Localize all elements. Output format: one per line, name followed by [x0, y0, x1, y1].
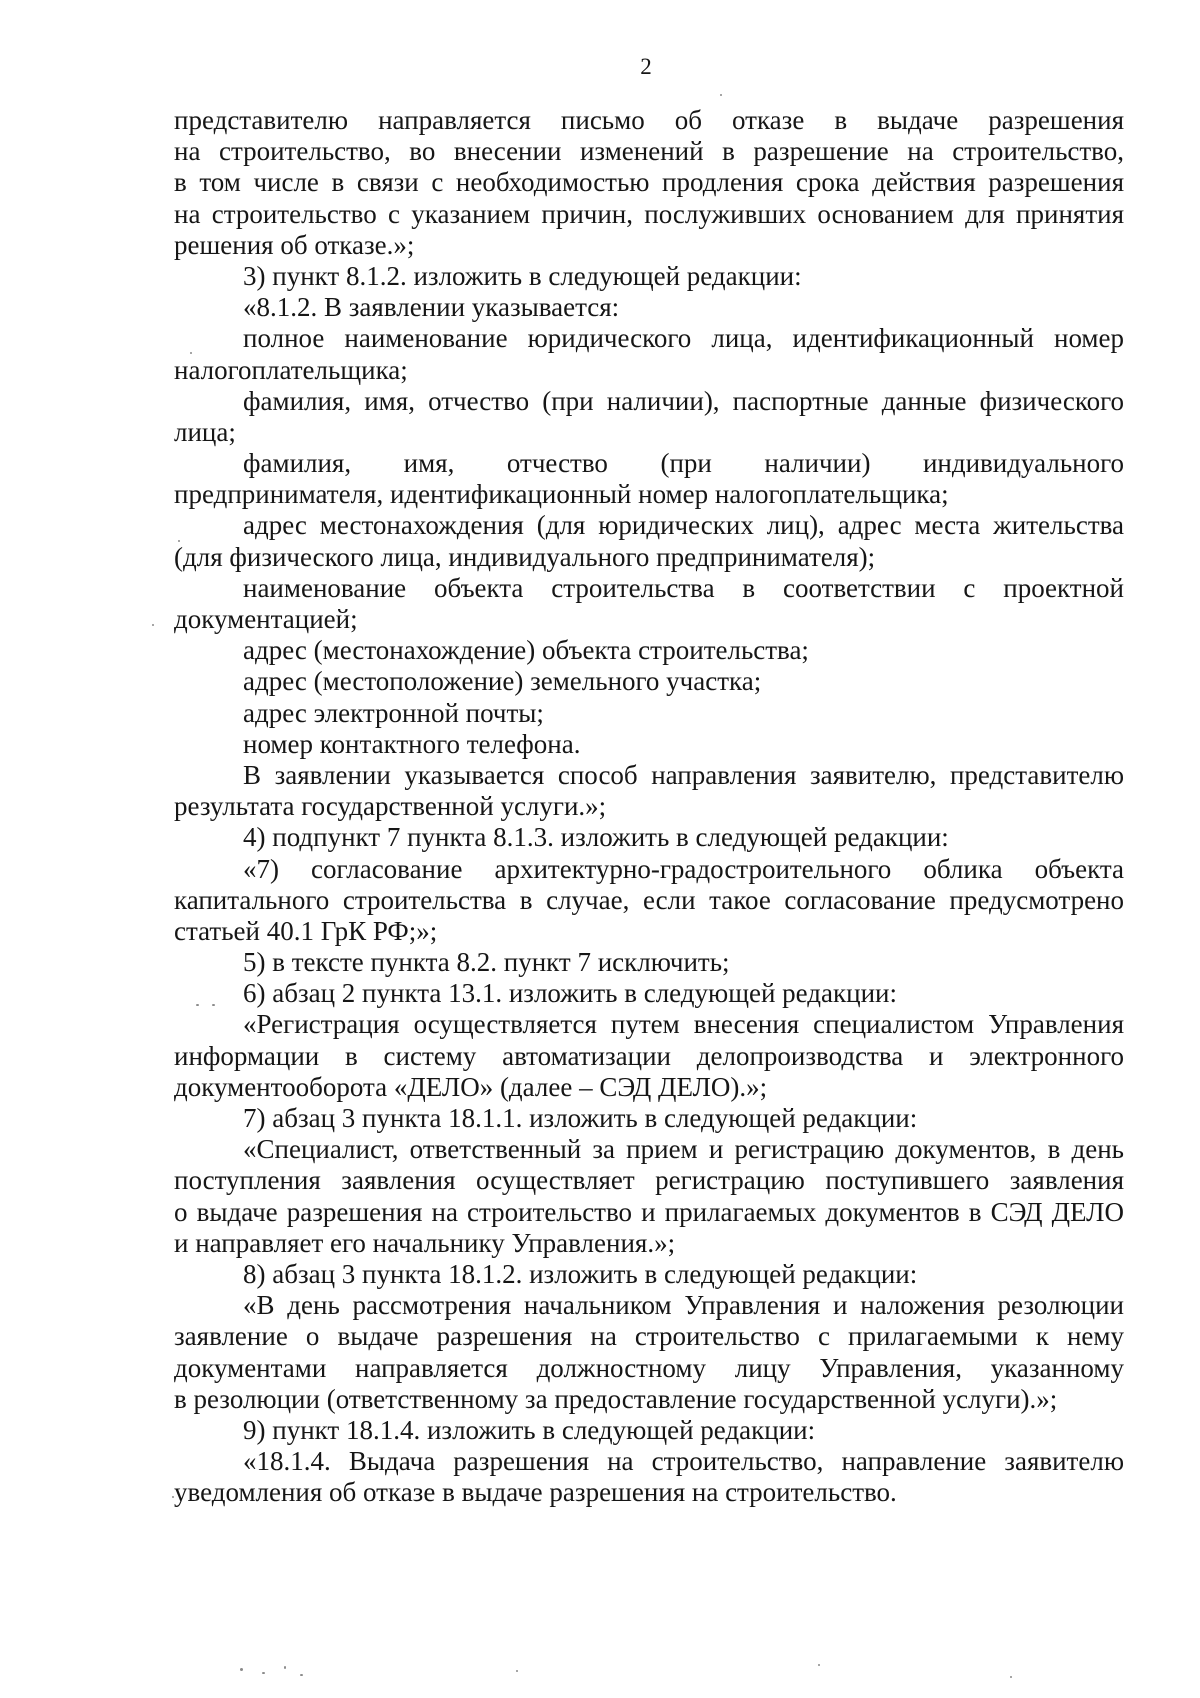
text-line: 6) абзац 2 пункта 13.1. изложить в следующей редакции: — [243, 978, 897, 1009]
text-line: лица; — [174, 416, 236, 447]
text-line: на строительство, во внесении изменений в разрешение на строительство, — [174, 136, 1124, 167]
text-line: «Специалист, ответственный за прием и регистрацию документов, в день — [243, 1134, 1124, 1165]
text-line: 4) подпункт 7 пункта 8.1.3. изложить в следующей редакции: — [243, 822, 949, 853]
scan-speck — [300, 1674, 303, 1676]
text-line: адрес (местонахождение) объекта строительства; — [243, 635, 809, 666]
text-line: (для физического лица, индивидуального предпринимателя); — [174, 541, 876, 572]
text-line: В заявлении указывается способ направления заявителю, представителю — [243, 759, 1124, 790]
scan-speck — [196, 1004, 199, 1006]
text-line: фамилия, имя, отчество (при наличии), паспортные данные физического — [243, 385, 1124, 416]
scan-speck — [212, 1004, 215, 1006]
text-line: «18.1.4. Выдача разрешения на строительство, направление заявителю — [243, 1446, 1124, 1477]
text-line: «Регистрация осуществляется путем внесения специалистом Управления — [243, 1009, 1124, 1040]
text-line: в том числе в связи с необходимостью продления срока действия разрешения — [174, 167, 1124, 198]
text-line: 7) абзац 3 пункта 18.1.1. изложить в следующей редакции: — [243, 1103, 918, 1133]
text-line: уведомления об отказе в выдаче разрешения на строительство. — [174, 1477, 897, 1508]
scan-speck — [172, 1496, 174, 1498]
scan-speck — [178, 540, 180, 542]
scan-speck — [720, 94, 722, 96]
text-line: документами направляется должностному лицу Управления, указанному — [174, 1352, 1124, 1383]
text-line: «8.1.2. В заявлении указывается: — [243, 292, 620, 323]
scan-speck — [516, 1670, 518, 1672]
text-line: документооборота «ДЕЛО» (далее – СЭД ДЕЛО).»; — [174, 1071, 768, 1102]
text-line: 9) пункт 18.1.4. изложить в следующей редакции: — [243, 1414, 816, 1445]
text-line: на строительство с указанием причин, послуживших основанием для принятия — [174, 198, 1124, 229]
text-line: адрес (местоположение) земельного участка; — [243, 666, 762, 697]
scan-speck — [818, 1664, 820, 1666]
text-line: капитального строительства в случае, если такое согласование предусмотрено — [174, 884, 1124, 915]
text-line: «В день рассмотрения начальником Управления и наложения резолюции — [243, 1290, 1124, 1321]
scan-speck — [152, 624, 154, 626]
text-line: полное наименование юридического лица, идентификационный номер — [243, 323, 1124, 354]
text-line: в резолюции (ответственному за предоставление государственной услуги).»; — [174, 1383, 1058, 1414]
page-number: 2 — [640, 54, 652, 79]
scan-speck — [190, 352, 192, 354]
text-line: 8) абзац 3 пункта 18.1.2. изложить в следующей редакции: — [243, 1258, 918, 1289]
document-body — [174, 105, 1124, 1508]
text-line: предпринимателя, идентификационный номер налогоплательщика; — [174, 479, 949, 510]
text-line: «7) согласование архитектурно-градостроительного облика объекта — [243, 853, 1124, 884]
text-line: и направляет его начальнику Управления.»; — [174, 1227, 676, 1258]
scan-speck — [262, 1672, 265, 1674]
text-line: документацией; — [174, 604, 358, 634]
scan-speck — [240, 1668, 243, 1671]
text-line: статьей 40.1 ГрК РФ;»; — [174, 915, 438, 946]
text-line: адрес электронной почты; — [243, 697, 544, 728]
text-line: фамилия, имя, отчество (при наличии) индивидуального — [243, 448, 1124, 479]
text-line: адрес местонахождения (для юридических лиц), адрес места жительства — [243, 510, 1124, 541]
text-line: налогоплательщика; — [174, 354, 408, 385]
scan-speck — [1010, 1676, 1012, 1678]
text-line: информации в систему автоматизации делопроизводства и электронного — [174, 1040, 1124, 1071]
text-line: представителю направляется письмо об отказе в выдаче разрешения — [174, 105, 1124, 135]
text-line: поступления заявления осуществляет регистрацию поступившего заявления — [174, 1165, 1124, 1196]
text-line: 5) в тексте пункта 8.2. пункт 7 исключить; — [243, 947, 730, 978]
text-line: заявление о выдаче разрешения на строительство с прилагаемыми к нему — [174, 1321, 1124, 1352]
text-line: результата государственной услуги.»; — [174, 791, 607, 822]
text-line: номер контактного телефона. — [243, 728, 581, 759]
scan-speck — [284, 1666, 286, 1669]
text-line: о выдаче разрешения на строительство и прилагаемых документов в СЭД ДЕЛО — [174, 1196, 1124, 1227]
text-line: наименование объекта строительства в соответствии с проектной — [243, 572, 1124, 603]
text-line: 3) пункт 8.1.2. изложить в следующей редакции: — [243, 260, 802, 291]
text-line: решения об отказе.»; — [174, 229, 415, 260]
